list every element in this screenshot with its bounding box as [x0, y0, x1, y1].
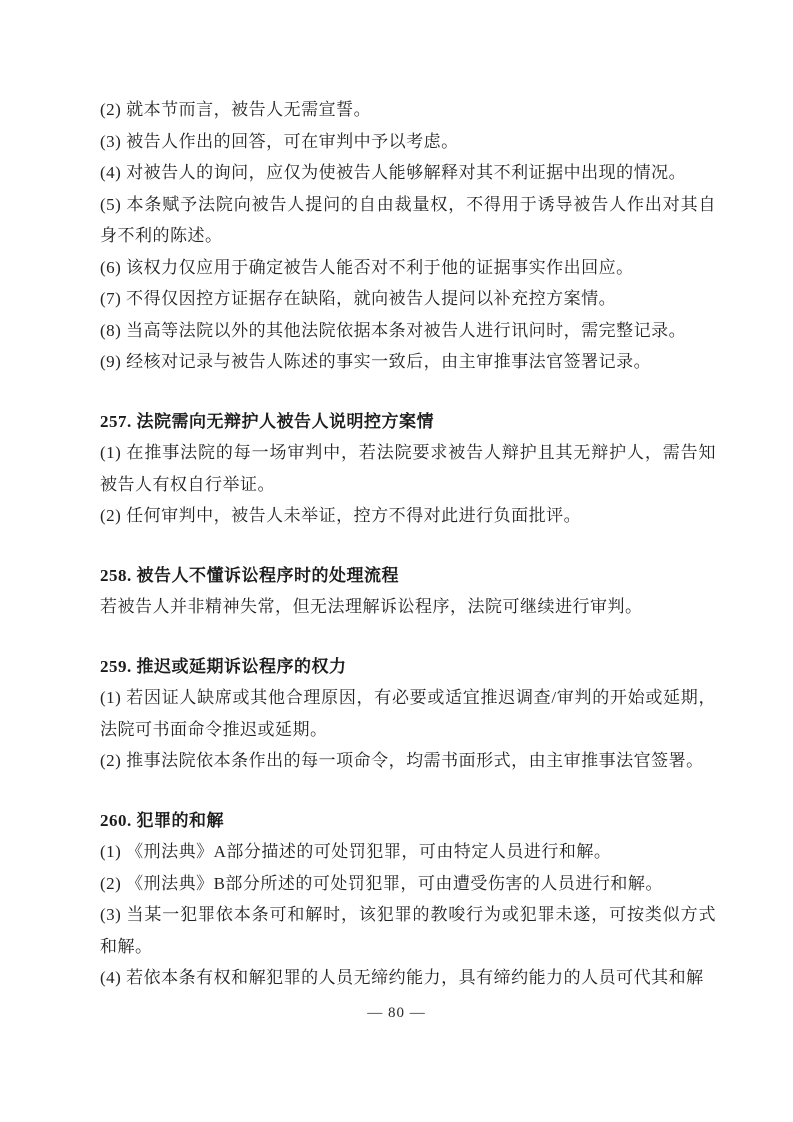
- section-heading: 258. 被告人不懂诉讼程序时的处理流程: [100, 565, 399, 585]
- paragraph-line: (4) 若依本条有权和解犯罪的人员无缔约能力，具有缔约能力的人员可代其和解: [100, 968, 704, 987]
- paragraph-line: 若被告人并非精神失常，但无法理解诉讼程序，法院可继续进行审判。: [100, 597, 643, 616]
- paragraph: [100, 868, 716, 900]
- paragraph: [100, 94, 716, 126]
- section-heading: 257. 法院需向无辩护人被告人说明控方案情: [100, 411, 434, 431]
- paragraph: [100, 500, 716, 532]
- paragraph-line: (3) 当某一犯罪依本条可和解时，该犯罪的教唆行为或犯罪未遂，可按类似方式: [100, 905, 716, 924]
- paragraph: [100, 315, 716, 347]
- paragraph: [100, 346, 716, 378]
- paragraph-line: 法院可书面命令推迟或延期。: [100, 719, 328, 739]
- paragraph-line: (1) 《刑法典》A部分描述的可处罚犯罪，可由特定人员进行和解。: [100, 842, 612, 861]
- paragraph: [100, 591, 716, 623]
- paragraph: [100, 899, 716, 962]
- paragraph-line: 和解。: [100, 936, 153, 956]
- paragraph-line: (7) 不得仅因控方证据存在缺陷，就向被告人提问以补充控方案情。: [100, 289, 617, 308]
- paragraph-line: (9) 经核对记录与被告人陈述的事实一致后，由主审推事法官签署记录。: [100, 352, 652, 371]
- paragraph-line: 身不利的陈述。: [100, 226, 223, 245]
- paragraph: [100, 283, 716, 315]
- paragraph-line: (5) 本条赋予法院向被告人提问的自由裁量权，不得用于诱导被告人作出对其自: [100, 194, 716, 214]
- paragraph-line: 被告人有权自行举证。: [100, 474, 275, 494]
- paragraph-line: (4) 对被告人的询问，应仅为使被告人能够解释对其不利证据中出现的情况。: [100, 163, 687, 182]
- paragraph-line: (2) 推事法院依本条作出的每一项命令，均需书面形式，由主审推事法官签署。: [100, 751, 704, 770]
- paragraph-line: (2) 任何审判中，被告人未举证，控方不得对此进行负面批评。: [100, 506, 582, 525]
- paragraph-line: (3) 被告人作出的回答，可在审判中予以考虑。: [100, 131, 459, 151]
- page-number: — 80 —: [367, 1005, 426, 1021]
- paragraph-line: (2) 就本节而言，被告人无需宣誓。: [100, 100, 372, 119]
- section-heading: 259. 推迟或延期诉讼程序的权力: [100, 656, 347, 676]
- paragraph: [100, 682, 716, 745]
- paragraph-line: (8) 当高等法院以外的其他法院依据本条对被告人进行讯问时，需完整记录。: [100, 320, 687, 340]
- paragraph: [100, 437, 716, 500]
- paragraph: [100, 157, 716, 189]
- paragraph: [100, 836, 716, 868]
- section-heading: 260. 犯罪的和解: [100, 810, 224, 830]
- paragraph: [100, 126, 716, 158]
- page-footer: [0, 1002, 793, 1024]
- paragraph: [100, 962, 716, 994]
- paragraph-line: (6) 该权力仅应用于确定被告人能否对不利于他的证据事实作出回应。: [100, 257, 634, 277]
- paragraph: [100, 745, 716, 777]
- paragraph: [100, 252, 716, 284]
- paragraph-line: (1) 在推事法院的每一场审判中，若法院要求被告人辩护且其无辩护人，需告知: [100, 443, 716, 462]
- paragraph-line: (2) 《刑法典》B部分所述的可处罚犯罪，可由遭受伤害的人员进行和解。: [100, 873, 663, 893]
- paragraph-line: (1) 若因证人缺席或其他合理原因，有必要或适宜推迟调查/审判的开始或延期，: [100, 688, 716, 707]
- paragraph: [100, 189, 716, 252]
- document-content: [100, 94, 716, 994]
